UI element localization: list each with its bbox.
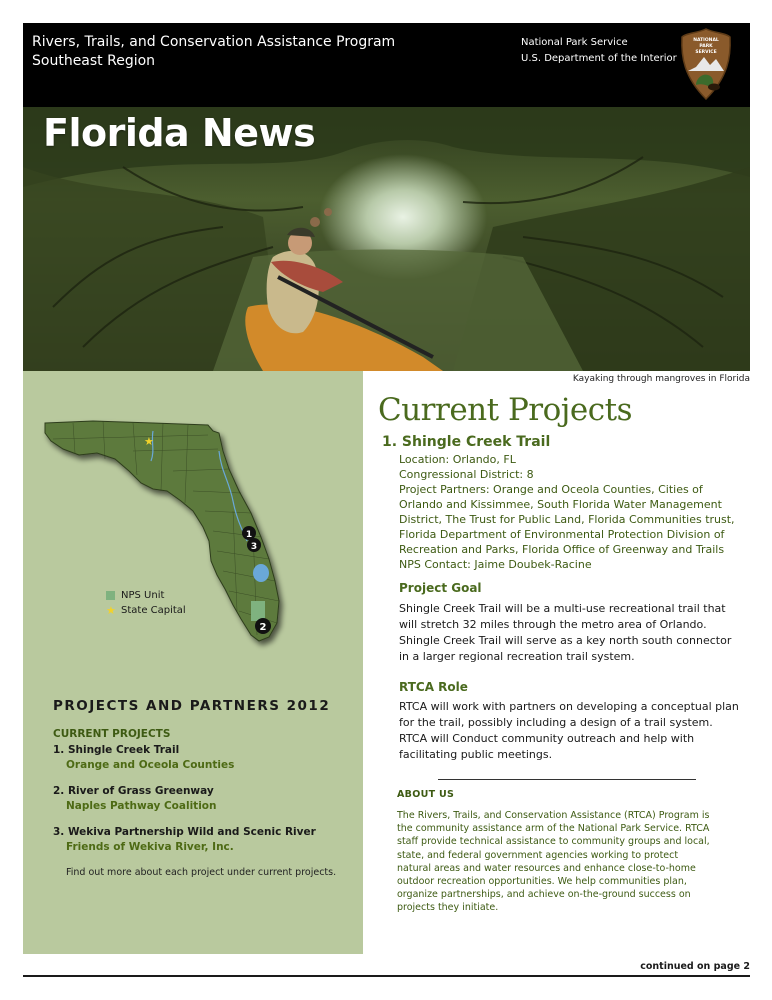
project-partner: Friends of Wekiva River, Inc. [66,841,234,853]
project-district: Congressional District: 8 [399,468,534,481]
projects-partners-title: PROJECTS AND PARTNERS 2012 [53,698,331,714]
list-item [53,825,353,855]
project-partner: Orange and Oceola Counties [66,759,235,771]
list-item [53,743,353,773]
photo-caption: Kayaking through mangroves in Florida [572,374,750,384]
project-details [399,452,739,572]
nps-unit-everglades [251,601,265,621]
nps-arrowhead-logo [678,27,734,101]
logo-text-service: SERVICE [695,50,717,55]
legend-item-nps-unit [106,588,186,603]
logo-text-park: PARK [699,44,713,49]
svg-text:3: 3 [250,542,258,552]
project-name: 1. Shingle Creek Trail [53,744,180,756]
project-partners: Project Partners: Orange and Oceola Counties, Cities of Orlando and Kissimmee, South Florida Water Management District, The Trust for Public Land, Florida Communities trust, Florida Department of Environmental Protection Division of Recreation and Parks, Florida Office of Greenway and Trails [399,483,735,556]
current-projects-subtitle: CURRENT PROJECTS [53,728,171,740]
project-goal-heading: Project Goal [399,581,482,595]
legend-label: NPS Unit [121,590,165,601]
program-line: Rivers, Trails, and Conservation Assistance Program [32,34,396,50]
marker-3 [247,538,261,552]
newsletter-title: Florida News [43,111,316,155]
project-name: 2. River of Grass Greenway [53,785,214,797]
project-heading: 1. Shingle Creek Trail [382,434,551,450]
svg-text:2: 2 [259,622,267,633]
hero-photo [23,107,750,371]
list-item [53,784,353,814]
project-goal-text: Shingle Creek Trail will be a multi-use recreational trail that will stretch 32 miles through the metro area of Orlando. Shingle Creek Trail will serve as a key north south connector in a larger regional recreation trail system. [399,602,732,663]
header-banner [23,23,750,107]
agency-line: National Park Service [521,37,628,48]
sidebar-panel [23,371,363,954]
about-us-heading: ABOUT US [397,789,455,800]
region-line: Southeast Region [32,53,156,69]
rtca-role-heading: RTCA Role [399,680,468,694]
nps-unit-square-icon [106,591,115,600]
projects-partners-list [53,728,353,866]
current-projects-heading: Current Projects [378,392,632,428]
legend-item-state-capital [106,603,186,618]
footer-rule [23,975,750,977]
continued-note: continued on page 2 [640,961,750,972]
svg-text:1: 1 [245,530,253,540]
state-capital-star-icon: ★ [144,435,154,448]
project-contact: NPS Contact: Jaime Doubek-Racine [399,558,592,571]
project-partner: Naples Pathway Coalition [66,800,217,812]
agency-block [521,35,677,67]
marker-2 [255,618,271,634]
program-name [32,33,395,71]
map-legend [106,588,186,618]
legend-label: State Capital [121,605,186,616]
about-us-text: The Rivers, Trails, and Conservation Assistance (RTCA) Program is the community assistance arm of the National Park Service. RTCA staff provide technical assistance to community groups and local, state, and federal government agencies working to protect natural areas and water resources and enhance close-to-home outdoor recreation opportunities. We help communities plan, organize partnerships, and achieve on-the-ground success on projects they initiate. [397,810,710,914]
project-location: Location: Orlando, FL [399,453,516,466]
marker-1 [242,526,256,540]
lake-okeechobee [253,564,269,582]
logo-text-national: NATIONAL [693,38,719,43]
department-line: U.S. Department of the Interior [521,53,677,64]
rtca-role-text: RTCA will work with partners on developing a conceptual plan for the trail, possibly including a design of a trail system. RTCA will Conduct community outreach and help with facilitating public meetings. [399,700,739,761]
find-out-more-text: Find out more about each project under current projects. [66,867,337,878]
section-divider [438,779,696,780]
project-name: 3. Wekiva Partnership Wild and Scenic River [53,826,316,838]
state-capital-star-icon: ★ [106,603,116,617]
